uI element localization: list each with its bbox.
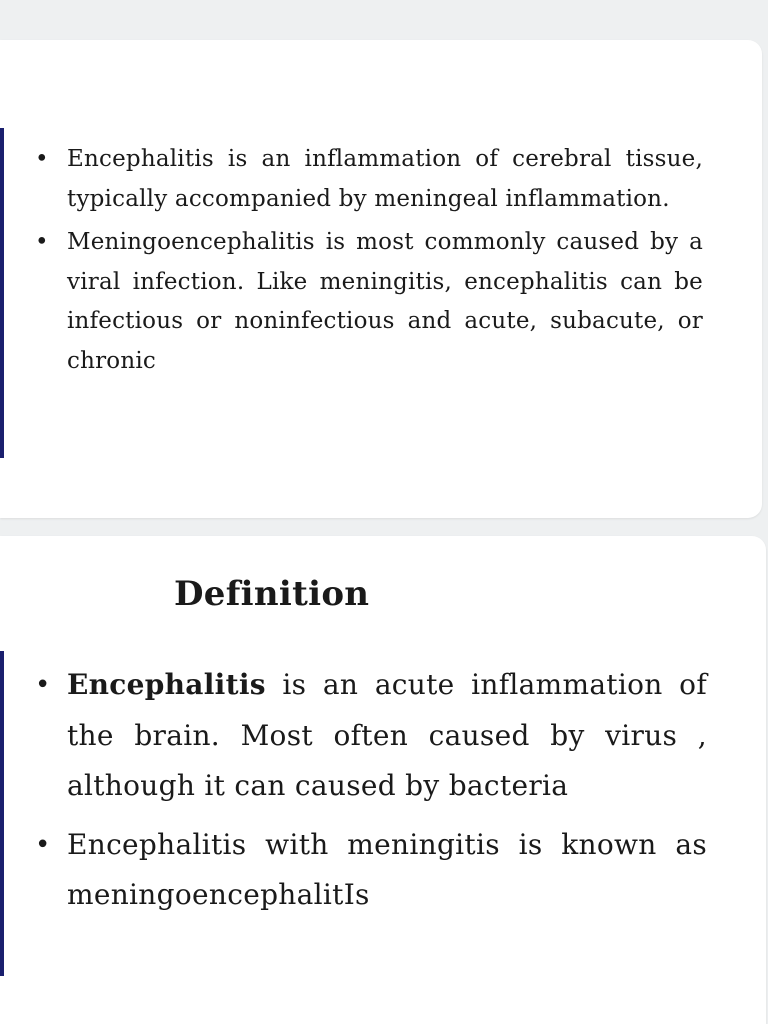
slide-2	[0, 536, 766, 1024]
bullet-icon: •	[35, 670, 51, 700]
slide-1-accent-bar	[0, 128, 4, 458]
slide-1-bullet-list	[35, 140, 703, 385]
list-item	[35, 223, 703, 381]
bullet-icon: •	[35, 829, 51, 860]
bullet-text: Encephalitis with meningitis is known as meningoencephalitIs	[67, 827, 707, 911]
bullet-icon: •	[35, 229, 49, 255]
bullet-icon: •	[35, 146, 49, 172]
list-item	[35, 820, 707, 921]
list-item	[35, 660, 707, 812]
slide-title: Definition	[174, 574, 370, 614]
list-item	[35, 140, 703, 219]
slide-2-accent-bar	[0, 651, 4, 976]
bullet-text: Meningoencephalitis is most commonly caused by a viral infection. Like meningitis, encephalitis can be infectious or noninfectious and acute, subacute, or chronic	[67, 229, 703, 374]
bold-term: Encephalitis	[67, 668, 266, 701]
bullet-text: is an acute inflammation of the brain. Most often caused by virus , although it can caused by bacteria	[67, 668, 707, 802]
slide-1	[0, 40, 762, 518]
bullet-text: Encephalitis is an inflammation of cerebral tissue, typically accompanied by meningeal inflammation.	[67, 146, 703, 212]
slide-2-bullet-list	[35, 660, 707, 929]
